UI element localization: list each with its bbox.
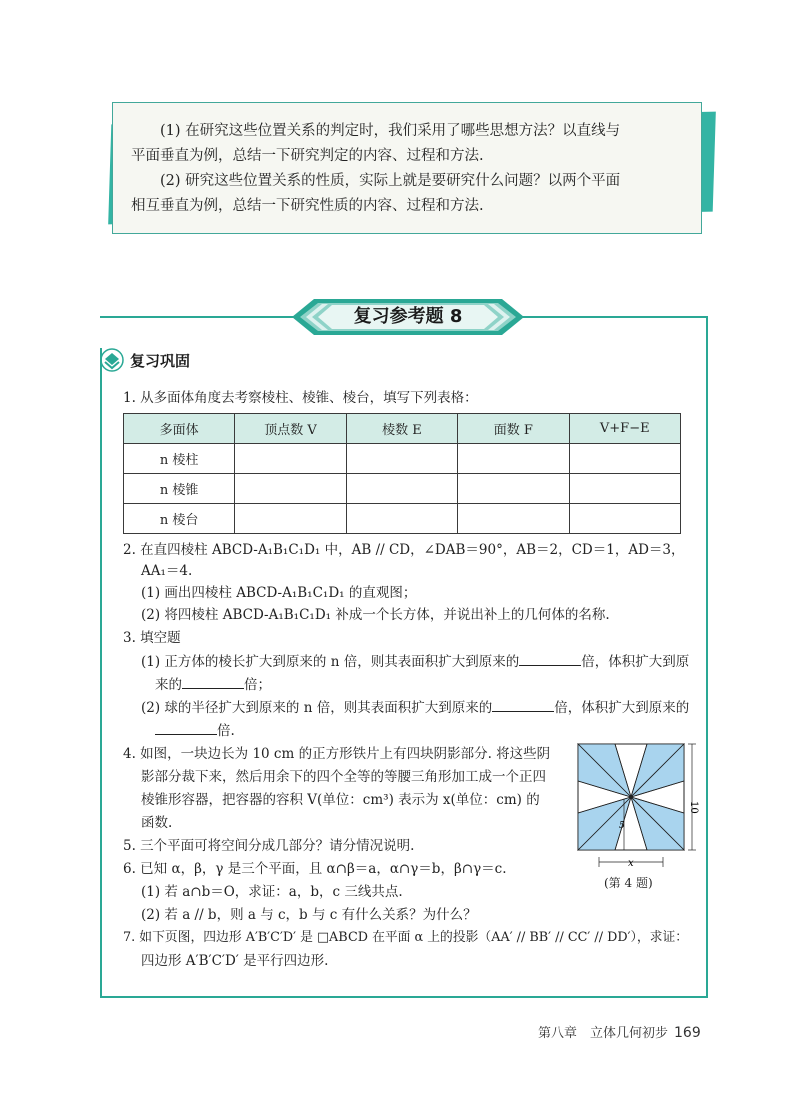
section-border-left [100, 348, 102, 998]
review-diamond-icon [100, 348, 124, 372]
problem-4-line3: 棱锥形容器，把容器的容积 V(单位：cm³) 表示为 x(单位：cm) 的 [141, 792, 540, 808]
problem-2-sub1: (1) 画出四棱柱 ABCD-A₁B₁C₁D₁ 的直观图； [141, 585, 417, 601]
answer-blank[interactable] [155, 722, 217, 735]
empty-cell [569, 444, 681, 474]
table-header: 棱数 E [346, 414, 457, 444]
row-label: n 棱锥 [124, 474, 235, 504]
problem-5-line1: 5. 三个平面可将空间分成几部分？请分情况说明. [123, 838, 415, 854]
table-header: V+F−E [569, 414, 681, 444]
problem-6-sub1: (1) 若 a∩b＝O，求证：a，b，c 三线共点. [141, 884, 403, 900]
polyhedra-table [123, 413, 681, 534]
table-header: 多面体 [124, 414, 235, 444]
problem-2-line1: 2. 在直四棱柱 ABCD-A₁B₁C₁D₁ 中，AB // CD，∠DAB＝90°，AB＝2，CD＝1，AD＝3， [123, 542, 685, 558]
subsection-title: 复习巩固 [130, 352, 191, 370]
problem-2-sub2: (2) 将四棱柱 ABCD-A₁B₁C₁D₁ 补成一个长方体，并说出补上的几何体的名称. [141, 607, 610, 623]
chapter-title: 第八章 立体几何初步 [538, 1026, 669, 1041]
reflection-box [112, 102, 702, 234]
reflection-q1: (1) 在研究这些位置关系的判定时，我们采用了哪些思想方法？以直线与 [160, 123, 621, 139]
reflection-q1-cont: 平面垂直为例，总结一下研究判定的内容、过程和方法. [131, 148, 484, 164]
problem-4-line4: 函数. [141, 815, 173, 831]
dimension-label-10: 10 [688, 801, 699, 814]
page-footer [538, 1022, 701, 1041]
dimension-label-x: x [628, 858, 634, 869]
empty-cell [235, 444, 346, 474]
problem-3-sub1-cont: 来的 倍； [155, 677, 271, 693]
problem-3-sub1: (1) 正方体的棱长扩大到原来的 n 倍，则其表面积扩大到原来的 倍，体积扩大到原 [141, 654, 690, 670]
row-label: n 棱台 [124, 504, 235, 534]
problem-6-line1: 6. 已知 α，β，γ 是三个平面，且 α∩β＝a，α∩γ＝b，β∩γ＝c. [123, 861, 507, 877]
square-sheet-figure [572, 742, 702, 894]
table-header: 面数 F [458, 414, 569, 444]
empty-cell [458, 444, 569, 474]
problem-6-sub2: (2) 若 a // b，则 a 与 c，b 与 c 有什么关系？为什么？ [141, 907, 477, 923]
empty-cell [346, 444, 457, 474]
problem-3-sub2-cont: 倍. [155, 721, 235, 741]
reflection-q2-cont: 相互垂直为例，总结一下研究性质的内容、过程和方法. [131, 198, 484, 214]
problem-4-line1: 4. 如图，一块边长为 10 cm 的正方形铁片上有四块阴影部分. 将这些阴 [123, 746, 551, 762]
answer-blank[interactable] [182, 676, 244, 689]
page-number: 169 [674, 1025, 701, 1041]
empty-cell [458, 474, 569, 504]
problem-3-sub2: (2) 球的半径扩大到原来的 n 倍，则其表面积扩大到原来的 倍，体积扩大到原来的 [141, 700, 690, 716]
empty-cell [569, 504, 681, 534]
problem-2-line2: AA₁＝4. [141, 563, 193, 579]
empty-cell [235, 474, 346, 504]
table-row [124, 474, 681, 504]
problem-7-line1: 7. 如下页图，四边形 A′B′C′D′ 是 □ABCD 在平面 α 上的投影（AA′ // BB′ // CC′ // DD′），求证： [123, 930, 689, 945]
problem-4-line2: 影部分裁下来，然后用余下的四个全等的等腰三角形加工成一个正四 [141, 769, 546, 785]
table-header: 顶点数 V [235, 414, 346, 444]
section-border-right [706, 316, 708, 998]
answer-blank[interactable] [519, 653, 581, 666]
section-border-bottom [100, 996, 708, 998]
table-row [124, 444, 681, 474]
row-label: n 棱柱 [124, 444, 235, 474]
problem-7-line2: 四边形 A′B′C′D′ 是平行四边形. [141, 953, 329, 969]
answer-blank[interactable] [492, 699, 554, 712]
empty-cell [346, 504, 457, 534]
dimension-label-5: 5 [619, 821, 625, 831]
problem-1-stem: 1. 从多面体角度去考察棱柱、棱锥、棱台，填写下列表格： [123, 390, 478, 406]
empty-cell [569, 474, 681, 504]
empty-cell [458, 504, 569, 534]
empty-cell [235, 504, 346, 534]
table-row [124, 504, 681, 534]
section-rule-right [500, 316, 708, 318]
section-rule-left [100, 316, 300, 318]
figure-caption: (第 4 题) [604, 876, 653, 890]
section-title: 复习参考题 8 [353, 306, 463, 327]
reflection-q2: (2) 研究这些位置关系的性质，实际上就是要研究什么问题？以两个平面 [160, 173, 621, 189]
empty-cell [346, 474, 457, 504]
problem-3-stem: 3. 填空题 [123, 630, 181, 646]
